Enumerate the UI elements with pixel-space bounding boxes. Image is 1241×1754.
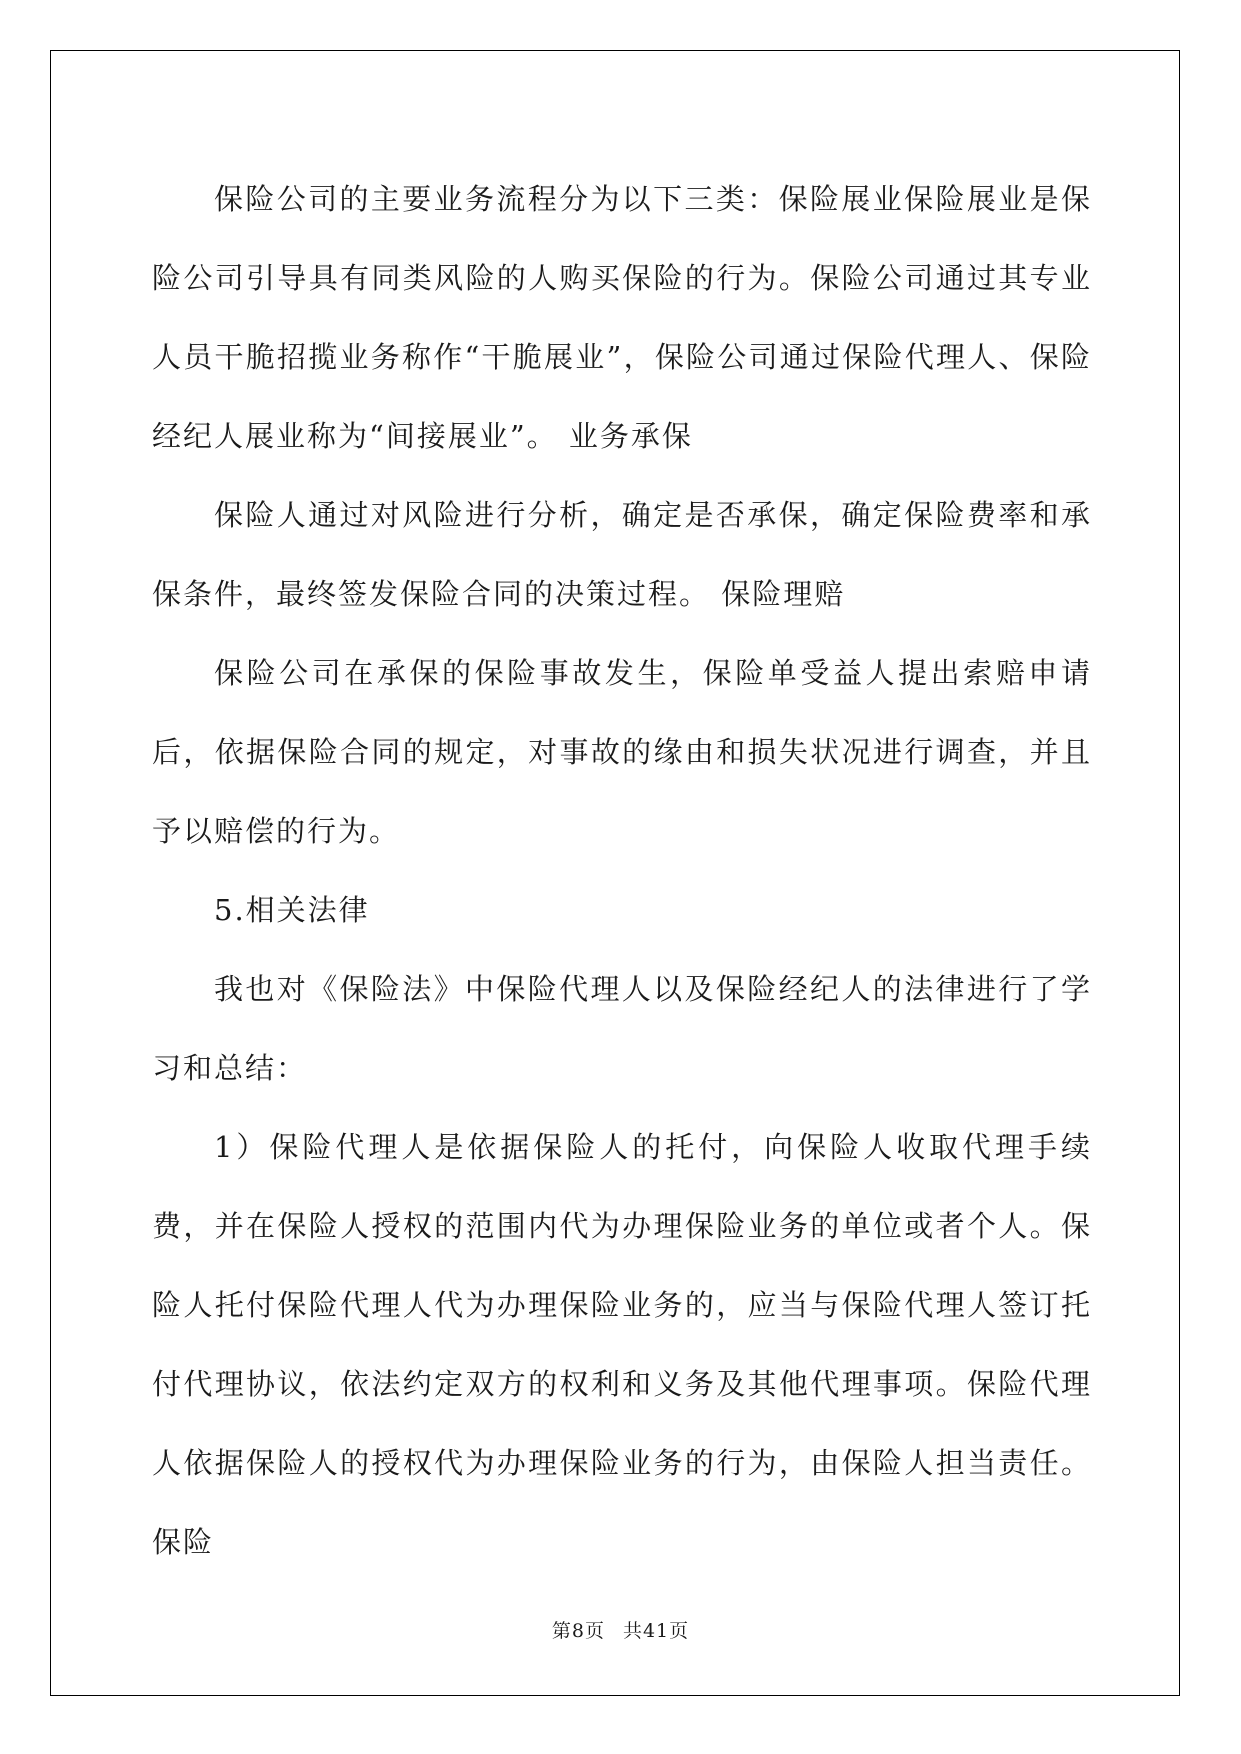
paragraph-claims: 保险公司在承保的保险事故发生，保险单受益人提出索赔申请后，依据保险合同的规定，对事故的缘由和损失状况进行调查，并且予以赔偿的行为。 (152, 656, 1092, 848)
paragraph-underwriting: 保险人通过对风险进行分析，确定是否承保，确定保险费率和承保条件，最终签发保险合同的决策过程。 保险理赔 (152, 498, 1092, 611)
document-body (152, 160, 1092, 1582)
paragraph-insurance-agent: 1）保险代理人是依据保险人的托付，向保险人收取代理手续费，并在保险人授权的范围内代为办理保险业务的单位或者个人。保险人托付保险代理人代为办理保险业务的，应当与保险代理人签订托付代理协议，依法约定双方的权利和义务及其他代理事项。保险代理人依据保险人的授权代为办理保险业务的行为，由保险人担当责任。保险 (152, 1130, 1092, 1559)
page-number: 第8页 (551, 1620, 605, 1642)
paragraph-law-intro: 我也对《保险法》中保险代理人以及保险经纪人的法律进行了学习和总结： (152, 972, 1092, 1085)
page-total: 共41页 (622, 1620, 690, 1642)
page-footer (0, 1616, 1241, 1643)
section-heading-related-law: 5.相关法律 (214, 893, 370, 927)
paragraph-business-process: 保险公司的主要业务流程分为以下三类：保险展业保险展业是保险公司引导具有同类风险的人购买保险的行为。保险公司通过其专业人员干脆招揽业务称作“干脆展业”，保险公司通过保险代理人、保险经纪人展业称为“间接展业”。 业务承保 (152, 182, 1092, 453)
